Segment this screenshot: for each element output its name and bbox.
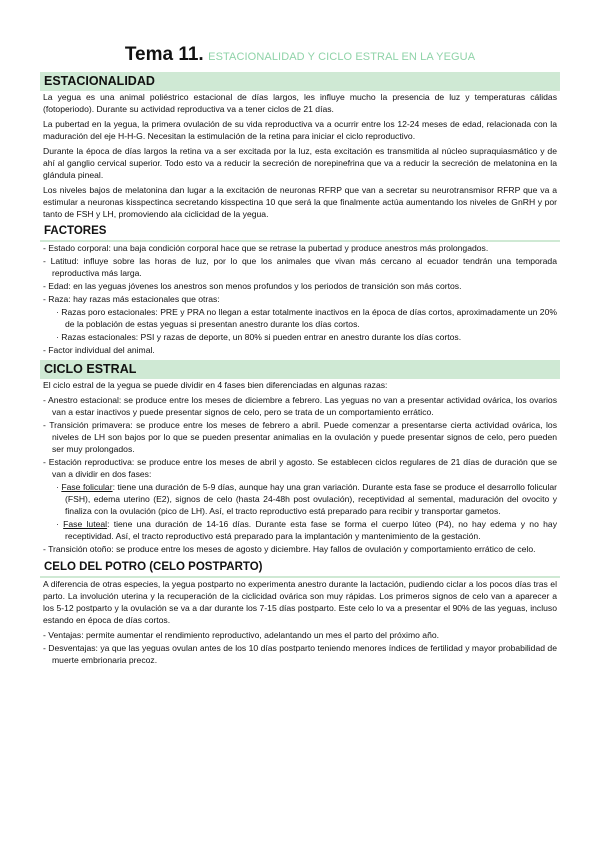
fase-lutea-text: : tiene una duración de 14-16 días. Durante esta fase se forma el cuerpo lúteo (P4), no hay edema y no hay receptividad. Así, el tracto reproductivo está preparado para la implantación y mantenimiento de la gestación. — [65, 519, 557, 541]
section-heading-celo-potro: CELO DEL POTRO (CELO POSTPARTO) — [40, 559, 560, 578]
list-item: - Estado corporal: una baja condición corporal hace que se retrase la pubertad y produce anestros más prolongados. — [43, 243, 489, 253]
paragraph: Durante la época de días largos la retina va a ser excitada por la luz, esta excitación es transmitida al núcleo supraquiasmático y de ahí al ganglio cervical superior. Todo esto va a reducir la secreción de norepinefrina que va a reducir la secreción de melatonina en la glándula pineal. — [43, 146, 557, 180]
paragraph: La yegua es una animal poliéstrico estacional de días largos, les influye mucho la presencia de luz y temperaturas cálidas (fotoperiodo). Durante su actividad reproductiva va a tener ciclos de 21 días. — [43, 92, 557, 114]
list-item: - Ventajas: permite aumentar el rendimiento reproductivo, adelantando un mes el parto del próximo año. — [43, 630, 440, 640]
celo-list — [40, 629, 560, 666]
term-fase-folicular: Fase folicular — [61, 482, 113, 492]
list-item: - Latitud: influye sobre las horas de luz, por lo que los animales que vivan más cercano al ecuador tendrán una temporada reproductiva más larga. — [43, 256, 557, 278]
section-heading-ciclo-estral: CICLO ESTRAL — [40, 360, 560, 379]
list-item: - Edad: en las yeguas jóvenes los anestros son menos profundos y los periodos de transición son más cortos. — [43, 281, 462, 291]
list-item: - Transición otoño: se produce entre los meses de agosto y diciembre. Hay fallos de ovulación y comportamiento errático de celo. — [43, 544, 536, 554]
paragraph: La pubertad en la yegua, la primera ovulación de su vida reproductiva va a ocurrir entre los 12-24 meses de edad, relacionada con la maduración del eje H-H-G. Necesitan la estimulación de la retina para iniciar el ciclo reproductivo. — [43, 119, 557, 141]
list-item: - Anestro estacional: se produce entre los meses de diciembre a febrero. Las yeguas no van a presentar actividad ovárica, los ovarios van a estar inactivos y puede presentar signos de celo, pero se trata de un comportamiento errático. — [43, 395, 557, 417]
list-subitem-fase-lutea: · Fase luteal: tiene una duración de 14-16 días. Durante esta fase se forma el cuerpo lúteo (P4), no hay edema y no hay receptividad. Así, el tracto reproductivo está preparado para la implantación y mantenimiento de la gestación. — [56, 519, 557, 541]
factores-list — [40, 242, 560, 356]
list-item: - Estación reproductiva: se produce entre los meses de abril y agosto. Se establecen ciclos regulares de 21 días de duración que se van a dividir en dos fases: — [43, 457, 557, 479]
list-item: - Transición primavera: se produce entre los meses de febrero a abril. Puede comenzar a presentarse cierta actividad ovárica, los niveles de LH son bajos por lo que se pueden presentar animalias en la ovulación y puede presentar signos de celo, pero pueden ser muy prolongados. — [43, 420, 557, 454]
ciclo-list — [40, 394, 560, 555]
section-heading-estacionalidad: ESTACIONALIDAD — [40, 72, 560, 91]
title-subtitle: ESTACIONALIDAD Y CICLO ESTRAL EN LA YEGUA — [208, 51, 476, 63]
list-subitem: · Razas estacionales: PSI y razas de deporte, un 80% si pueden entrar en anestro durante los días cortos. — [56, 332, 462, 342]
ciclo-intro — [40, 379, 560, 391]
list-item: - Raza: hay razas más estacionales que otras: — [43, 294, 220, 304]
list-item: - Factor individual del animal. — [43, 345, 155, 355]
section-heading-factores: FACTORES — [40, 223, 560, 242]
list-item: - Desventajas: ya que las yeguas ovulan antes de los 10 días postparto teniendo menores índices de fertilidad y mayor probabilidad de muerte embrionaria precoz. — [43, 643, 557, 665]
celo-body — [40, 578, 560, 626]
fase-folicular-text: : tiene una duración de 5-9 días, aunque hay una gran variación. Durante esta fase se produce el desarrollo folicular (FSH), edema uterino (E2), signos de celo (hasta 24-48h post ovulación), receptividad al semental, maduración del ovocito y finaliza con la ovulación (pico de LH). Así, el tracto reproductivo está preparado para recibir y transportar gametos. — [65, 482, 557, 516]
estacionalidad-body — [40, 91, 560, 220]
paragraph: A diferencia de otras especies, la yegua postparto no experimenta anestro durante la lactación, pudiendo ciclar a los pocos días tras el parto. La involución uterina y la recuperación de la ciclicidad ovárica son muy rápidas. Los primeros signos de celo van a aparecer a los 5-12 postparto y la ovulación se va a dar durante los 7-15 días postparto. Este celo lo va a presentar el 90% de las yeguas, incluso estando en época de días cortos. — [43, 579, 557, 625]
paragraph: Los niveles bajos de melatonina dan lugar a la excitación de neuronas RFRP que van a secretar su neurotransmisor RFRP que va a estimular a neuronas kisspectinca secretando kisspectina 10 que será la que finalmente actúa aumentando los niveles de GnRH y por tanto de FSH y LH, promoviendo ala ciclicidad de la yegua. — [43, 185, 557, 219]
list-subitem: · Razas poro estacionales: PRE y PRA no llegan a estar totalmente inactivos en la época de días cortos, aproximadamente un 20% de la población de estas yeguas si presentan anestro durante los días cortos. — [56, 307, 557, 329]
term-fase-lutea: Fase luteal — [63, 519, 108, 529]
paragraph: El ciclo estral de la yegua se puede dividir en 4 fases bien diferenciadas en algunas razas: — [43, 380, 388, 390]
document-title — [40, 44, 560, 68]
list-subitem-fase-folicular: · Fase folicular: tiene una duración de 5-9 días, aunque hay una gran variación. Durante esta fase se produce el desarrollo folicular (FSH), edema uterino (E2), signos de celo (hasta 24-48h post ovulación), receptividad al semental, maduración del ovocito y finaliza con la ovulación (pico de LH). Así, el tracto reproductivo está preparado para recibir y transportar gametos. — [56, 482, 557, 516]
title-main: Tema 11. — [124, 44, 204, 65]
